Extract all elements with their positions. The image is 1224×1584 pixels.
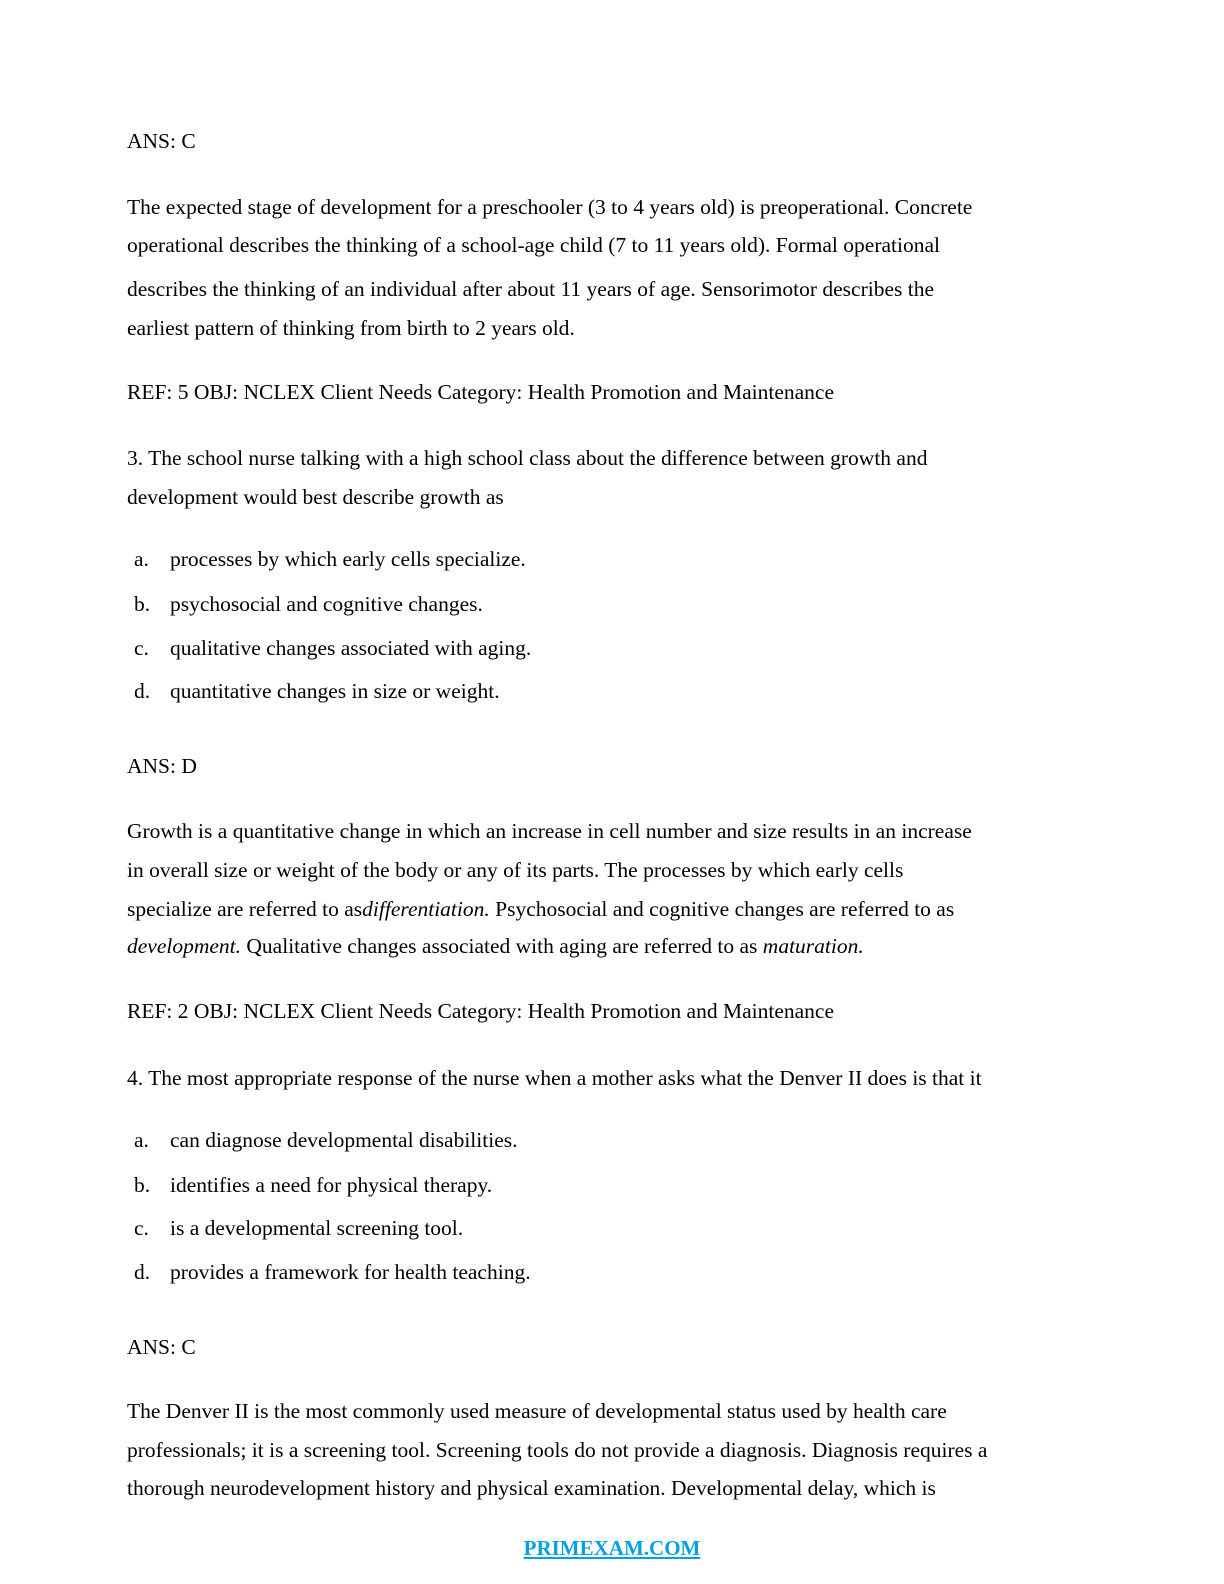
rationale-text: Psychosocial and cognitive changes are referred to as bbox=[489, 897, 955, 921]
term-maturation: maturation. bbox=[762, 934, 864, 958]
reference-q3: REF: 2 OBJ: NCLEX Client Needs Category: Health Promotion and Maintenance bbox=[127, 999, 835, 1023]
option-letter: c. bbox=[134, 1216, 149, 1240]
option-text: identifies a need for physical therapy. bbox=[170, 1173, 493, 1197]
answer-q4: ANS: C bbox=[127, 1335, 196, 1359]
option-text: qualitative changes associated with aging. bbox=[170, 636, 532, 660]
rationale-q2-line2: operational describes the thinking of a school-age child (7 to 11 years old). Formal operational bbox=[127, 233, 940, 257]
rationale-text: Qualitative changes associated with aging are referred to as bbox=[241, 934, 763, 958]
q3-option-c bbox=[134, 638, 531, 660]
answer-q3: ANS: D bbox=[127, 754, 197, 778]
rationale-q4-line1: The Denver II is the most commonly used measure of developmental status used by health care bbox=[127, 1399, 947, 1423]
question-3-stem-line1: 3. The school nurse talking with a high school class about the difference between growth and bbox=[127, 446, 928, 470]
term-development: development. bbox=[127, 934, 242, 958]
option-text: processes by which early cells specialize. bbox=[170, 547, 526, 571]
question-4-stem: 4. The most appropriate response of the nurse when a mother asks what the Denver II does is that it bbox=[127, 1066, 982, 1090]
rationale-q2-line1: The expected stage of development for a preschooler (3 to 4 years old) is preoperational. Concrete bbox=[127, 195, 973, 219]
option-letter: a. bbox=[134, 1128, 149, 1152]
question-3-stem-line2: development would best describe growth as bbox=[127, 485, 504, 509]
q4-option-c bbox=[134, 1218, 463, 1240]
option-text: is a developmental screening tool. bbox=[170, 1216, 464, 1240]
option-text: quantitative changes in size or weight. bbox=[170, 679, 500, 703]
q4-option-a bbox=[134, 1130, 518, 1152]
reference-q2: REF: 5 OBJ: NCLEX Client Needs Category: Health Promotion and Maintenance bbox=[127, 380, 835, 404]
option-letter: d. bbox=[134, 679, 151, 703]
primexam-link[interactable]: PRIMEXAM.COM bbox=[523, 1536, 701, 1560]
option-text: provides a framework for health teaching. bbox=[170, 1260, 531, 1284]
option-letter: c. bbox=[134, 636, 149, 660]
answer-q2: ANS: C bbox=[127, 129, 196, 153]
q3-option-d bbox=[134, 681, 500, 703]
option-text: can diagnose developmental disabilities. bbox=[170, 1128, 518, 1152]
rationale-q3-line4 bbox=[127, 936, 864, 958]
rationale-q3-line2: in overall size or weight of the body or any of its parts. The processes by which early cells bbox=[127, 858, 904, 882]
rationale-q2-line4: earliest pattern of thinking from birth to 2 years old. bbox=[127, 316, 575, 340]
rationale-q3-line3 bbox=[127, 899, 954, 921]
rationale-q4-line2: professionals; it is a screening tool. Screening tools do not provide a diagnosis. Diagnosis requires a bbox=[127, 1438, 988, 1462]
rationale-q3-line1: Growth is a quantitative change in which an increase in cell number and size results in an increase bbox=[127, 819, 972, 843]
q4-option-b bbox=[134, 1175, 492, 1197]
option-letter: d. bbox=[134, 1260, 151, 1284]
q3-option-a bbox=[134, 549, 526, 571]
option-letter: b. bbox=[134, 592, 151, 616]
rationale-text: specialize are referred to as bbox=[127, 897, 363, 921]
term-differentiation: differentiation. bbox=[362, 897, 490, 921]
q4-option-d bbox=[134, 1262, 531, 1284]
page-footer bbox=[0, 1538, 1224, 1560]
option-letter: b. bbox=[134, 1173, 151, 1197]
rationale-q2-line3: describes the thinking of an individual after about 11 years of age. Sensorimotor describes the bbox=[127, 277, 935, 301]
option-letter: a. bbox=[134, 547, 149, 571]
q3-option-b bbox=[134, 594, 483, 616]
option-text: psychosocial and cognitive changes. bbox=[170, 592, 483, 616]
rationale-q4-line3: thorough neurodevelopment history and physical examination. Developmental delay, which is bbox=[127, 1476, 936, 1500]
